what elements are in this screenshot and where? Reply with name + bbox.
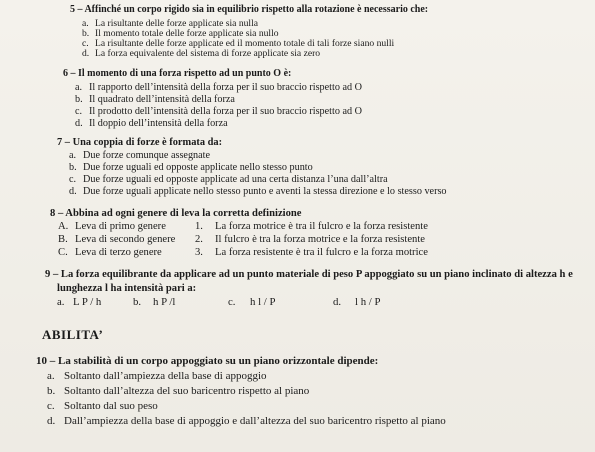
question-6-option-d[interactable] [75, 118, 228, 129]
option-text: Dall’ampiezza della base di appoggio e dall’altezza del suo baricentro rispetto al piano [64, 415, 446, 427]
question-6-option-a[interactable] [75, 82, 362, 93]
option-label: 1. [195, 221, 203, 232]
option-text: Leva di secondo genere [75, 234, 176, 245]
option-label: d. [47, 415, 56, 427]
option-text: La forza resistente è tra il fulcro e la forza motrice [215, 247, 428, 258]
lever-definition-3[interactable] [195, 247, 428, 258]
option-text: Il fulcro è tra la forza motrice e la forza resistente [215, 234, 425, 245]
option-text: La risultante delle forze applicate ed il momento totale di tali forze siano nulli [95, 38, 395, 49]
question-9-option-a[interactable] [57, 296, 101, 308]
option-text: Due forze uguali ed opposte applicate nello stesso punto [83, 162, 313, 173]
question-9-option-b[interactable] [133, 296, 175, 308]
option-label: c. [47, 400, 55, 412]
option-text: Leva di primo genere [75, 221, 166, 232]
option-label: b. [133, 296, 142, 308]
question-7-option-b[interactable] [69, 162, 313, 173]
option-text: Il quadrato dell’intensità della forza [89, 94, 235, 105]
option-text: h l / P [250, 296, 276, 308]
option-label: B. [58, 234, 68, 245]
option-text: Soltanto dall’ampiezza della base di appoggio [64, 370, 267, 382]
option-label: d. [75, 118, 83, 129]
question-9-option-c[interactable] [228, 296, 276, 308]
option-label: 3. [195, 247, 203, 258]
option-text: Il momento totale delle forze applicate sia nullo [95, 28, 279, 39]
option-text: Due forze comunque assegnate [83, 150, 211, 161]
question-5-title: 5 – Affinché un corpo rigido sia in equilibrio rispetto alla rotazione è necessario che: [70, 4, 429, 15]
question-10-option-c[interactable] [47, 400, 158, 412]
question-6-option-c[interactable] [75, 106, 362, 117]
lever-definition-1[interactable] [195, 221, 428, 232]
option-label: c. [69, 174, 77, 185]
option-text: Due forze uguali applicate nello stesso punto e aventi la stessa direzione e lo stesso verso [83, 186, 447, 197]
option-text: Soltanto dal suo peso [64, 400, 158, 412]
option-text: Il prodotto dell’intensità della forza per il suo braccio rispetto ad O [89, 106, 362, 117]
option-label: b. [69, 162, 77, 173]
lever-type-b[interactable] [58, 234, 175, 245]
question-8-title: 8 – Abbina ad ogni genere di leva la corretta definizione [50, 208, 302, 219]
lever-type-c[interactable] [58, 247, 162, 258]
question-7-option-a[interactable] [69, 150, 210, 161]
option-label: b. [75, 94, 83, 105]
option-text: La risultante delle forze applicate sia nulla [95, 18, 259, 29]
option-label: a. [82, 18, 89, 29]
question-10-option-a[interactable] [47, 370, 267, 382]
option-label: b. [82, 28, 90, 39]
question-6-title: 6 – Il momento di una forza rispetto ad un punto O è: [63, 68, 292, 79]
question-5-option-d[interactable] [82, 48, 320, 59]
option-text: Soltanto dall’altezza del suo baricentro rispetto al piano [64, 385, 310, 397]
lever-type-a[interactable] [58, 221, 166, 232]
question-7-option-c[interactable] [69, 174, 388, 185]
option-text: Leva di terzo genere [75, 247, 162, 258]
option-label: b. [47, 385, 56, 397]
option-label: d. [69, 186, 77, 197]
lever-definition-2[interactable] [195, 234, 425, 245]
question-9-option-d[interactable] [333, 296, 381, 308]
option-label: a. [69, 150, 77, 161]
option-text: Due forze uguali ed opposte applicate ad una certa distanza l’una dall’altra [83, 174, 388, 185]
option-label: a. [47, 370, 55, 382]
question-7-title: 7 – Una coppia di forze è formata da: [57, 137, 223, 148]
option-text: L P / h [73, 296, 102, 308]
option-label: c. [82, 38, 89, 49]
question-10-title: 10 – La stabilità di un corpo appoggiato su un piano orizzontale dipende: [36, 355, 379, 367]
option-label: a. [75, 82, 83, 93]
option-text: Il rapporto dell’intensità della forza per il suo braccio rispetto ad O [89, 82, 362, 93]
question-9-title-line-1: 9 – La forza equilibrante da applicare ad un punto materiale di peso P appoggiato su un piano inclinato di altezza h e [45, 269, 573, 280]
option-text: La forza equivalente del sistema di forze applicate sia zero [95, 48, 321, 59]
option-label: d. [82, 48, 90, 59]
option-text: h P /l [153, 296, 176, 308]
option-label: a. [57, 296, 65, 308]
question-10-option-b[interactable] [47, 385, 309, 397]
option-text: Il doppio dell’intensità della forza [89, 118, 228, 129]
option-label: A. [58, 221, 69, 232]
question-9-title-line-2: lunghezza l ha intensità pari a: [57, 283, 197, 294]
question-10-option-d[interactable] [47, 415, 446, 427]
option-label: c. [228, 296, 236, 308]
option-text: l h / P [355, 296, 381, 308]
question-7-option-d[interactable] [69, 186, 447, 197]
option-label: c. [75, 106, 83, 117]
option-label: d. [333, 296, 342, 308]
question-6-option-b[interactable] [75, 94, 235, 105]
option-text: La forza motrice è tra il fulcro e la forza resistente [215, 221, 428, 232]
section-heading-abilita: ABILITA’ [42, 327, 104, 342]
option-label: 2. [195, 234, 203, 245]
option-label: C. [58, 247, 68, 258]
